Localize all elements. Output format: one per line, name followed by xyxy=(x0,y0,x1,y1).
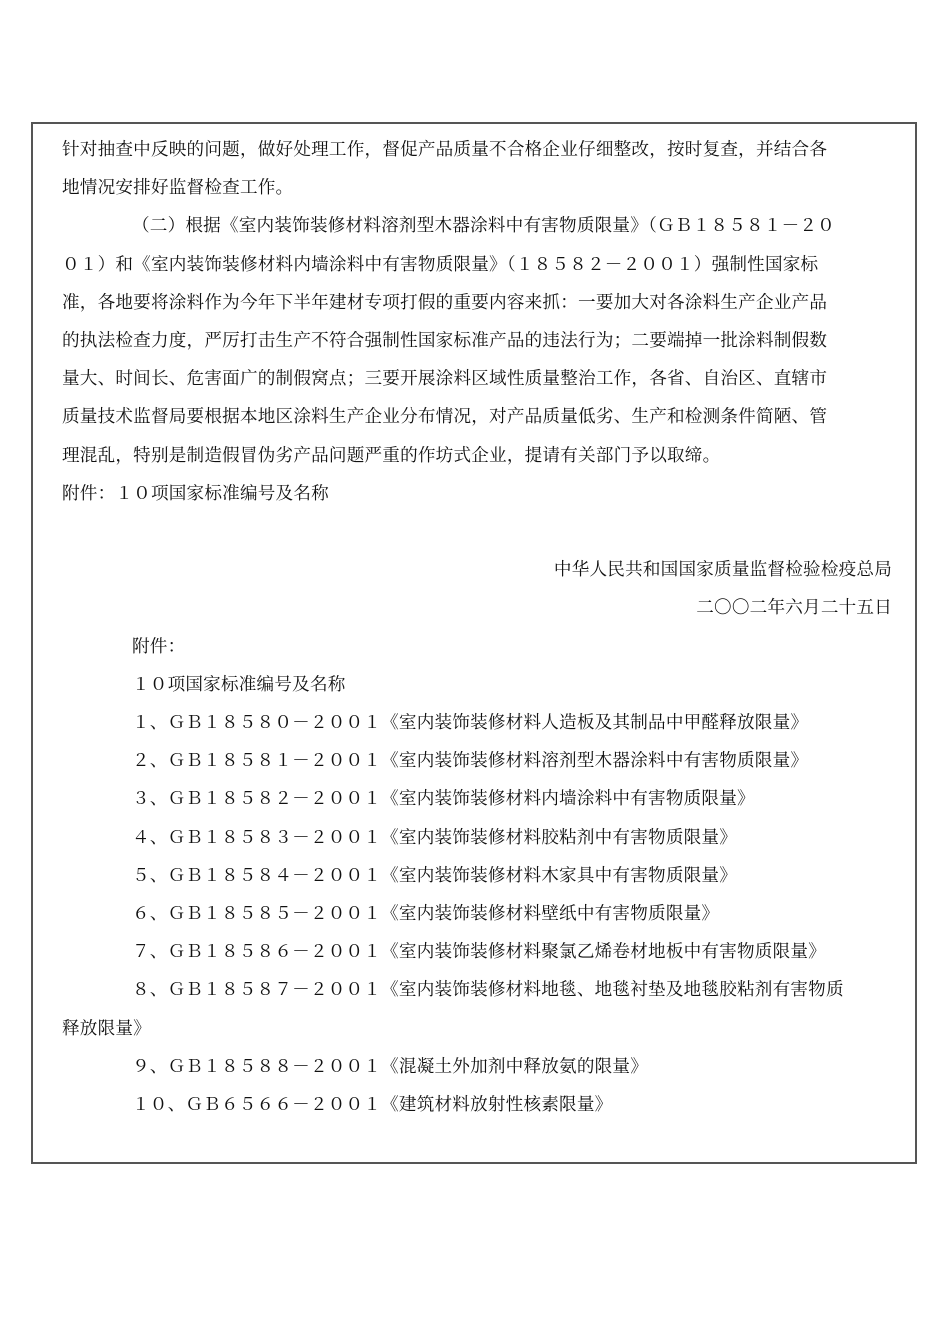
standard-item-continuation: 释放限量》 xyxy=(62,1018,151,1039)
paragraph-2 xyxy=(62,207,892,474)
blank-line xyxy=(62,513,892,551)
standard-item: ３、ＧＢ１８５８２－２００１《室内装饰装修材料内墙涂料中有害物质限量》 xyxy=(132,789,755,810)
appendix-label: 附件： xyxy=(132,636,186,657)
standard-item: ９、ＧＢ１８５８８－２００１《混凝土外加剂中释放氨的限量》 xyxy=(132,1056,649,1077)
date: 二〇〇二年六月二十五日 xyxy=(696,598,892,619)
text-line: 量大、时间长、危害面广的制假窝点；三要开展涂料区域性质量整治工作，各省、自治区、直辖市 xyxy=(62,369,828,390)
text-line: 的执法检查力度，严厉打击生产不符合强制性国家标准产品的违法行为；二要端掉一批涂料制假数 xyxy=(62,331,828,352)
standard-item: ５、ＧＢ１８５８４－２００１《室内装饰装修材料木家具中有害物质限量》 xyxy=(132,865,737,886)
appendix-title: １０项国家标准编号及名称 xyxy=(132,674,346,695)
text-line: ０１）和《室内装饰装修材料内墙涂料中有害物质限量》（１８５８２－２００１）强制性国家标 xyxy=(62,254,819,275)
document-frame xyxy=(31,122,917,1164)
standard-item: ６、ＧＢ１８５８５－２００１《室内装饰装修材料壁纸中有害物质限量》 xyxy=(132,904,720,925)
standard-item: ７、ＧＢ１８５８６－２００１《室内装饰装修材料聚氯乙烯卷材地板中有害物质限量》 xyxy=(132,942,826,963)
document-body xyxy=(62,131,892,1124)
text-line: 理混乱，特别是制造假冒伪劣产品问题严重的作坊式企业，提请有关部门予以取缔。 xyxy=(62,445,721,466)
text-line: 地情况安排好监督检查工作。 xyxy=(62,178,294,199)
standard-item: ２、ＧＢ１８５８１－２００１《室内装饰装修材料溶剂型木器涂料中有害物质限量》 xyxy=(132,751,809,772)
signature: 中华人民共和国国家质量监督检验检疫总局 xyxy=(553,560,892,581)
text-line: 针对抽查中反映的问题，做好处理工作，督促产品质量不合格企业仔细整改，按时复查，并结合各 xyxy=(62,140,828,160)
attachment-note: 附件：１０项国家标准编号及名称 xyxy=(62,483,329,504)
standard-item: １、ＧＢ１８５８０－２００１《室内装饰装修材料人造板及其制品中甲醛释放限量》 xyxy=(132,713,809,734)
standard-item: ８、ＧＢ１８５８７－２００１《室内装饰装修材料地毯、地毯衬垫及地毯胶粘剂有害物质 xyxy=(132,980,844,1001)
standard-item: １０、ＧＢ６５６６－２００１《建筑材料放射性核素限量》 xyxy=(132,1095,613,1116)
standard-item: ４、ＧＢ１８５８３－２００１《室内装饰装修材料胶粘剂中有害物质限量》 xyxy=(132,827,737,848)
text-line: 准，各地要将涂料作为今年下半年建材专项打假的重要内容来抓：一要加大对各涂料生产企业产品 xyxy=(62,292,828,313)
standards-list xyxy=(62,704,892,1124)
text-line: 质量技术监督局要根据本地区涂料生产企业分布情况，对产品质量低劣、生产和检测条件简陋、管 xyxy=(62,407,828,428)
paragraph-1 xyxy=(62,131,892,207)
text-line: （二）根据《室内装饰装修材料溶剂型木器涂料中有害物质限量》（ＧＢ１８５８１－２０ xyxy=(132,216,835,237)
